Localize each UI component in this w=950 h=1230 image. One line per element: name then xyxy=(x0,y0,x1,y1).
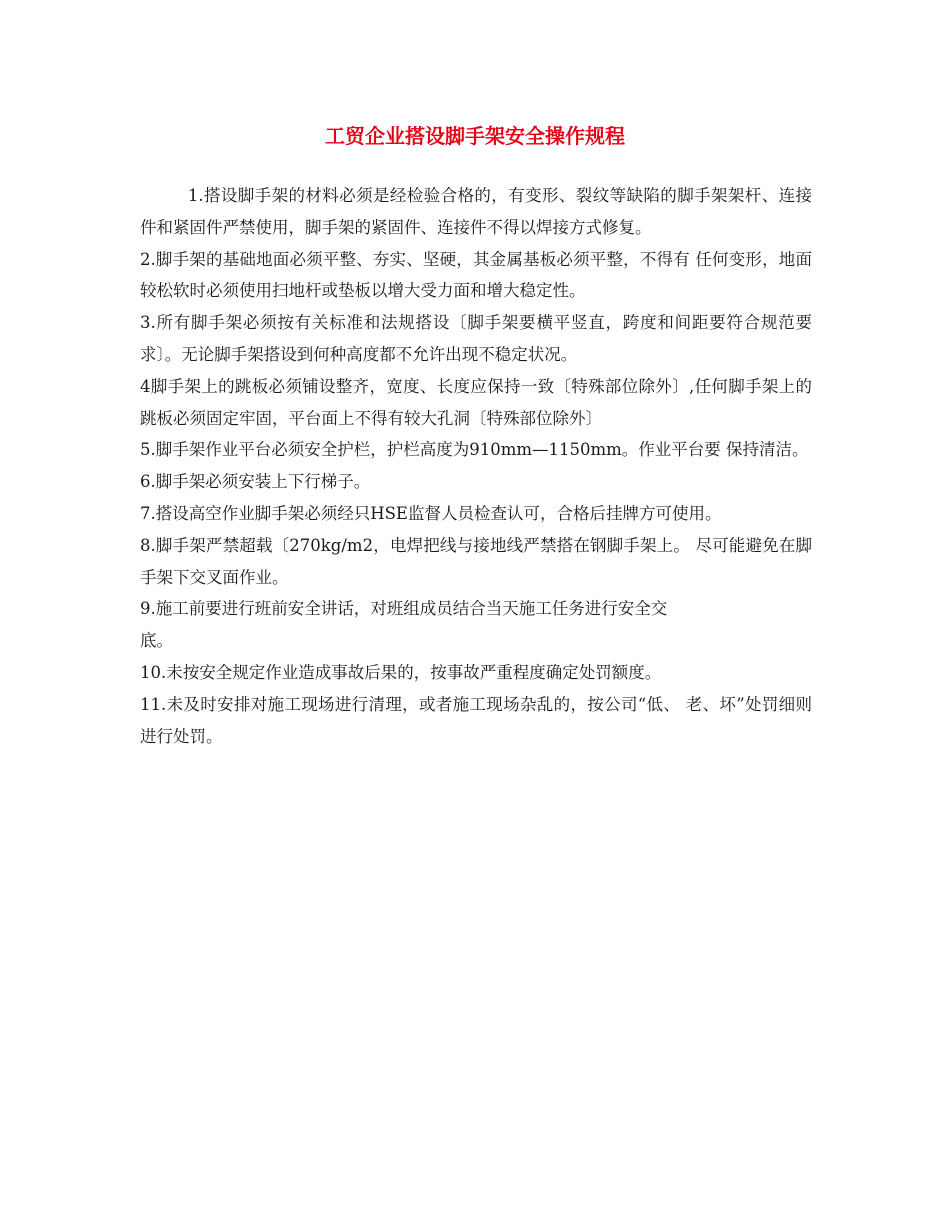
document-body xyxy=(140,180,812,752)
document-title: 工贸企业搭设脚手架安全操作规程 xyxy=(325,124,625,148)
paragraph-11: 11.未及时安排对施工现场进行清理，或者施工现场杂乱的，按公司“低、 老、坏”处罚细则进行处罚。 xyxy=(140,694,812,746)
paragraph-10: 10.未按安全规定作业造成事故后果的，按事故严重程度确定处罚额度。 xyxy=(140,662,662,682)
paragraph-3: 3.所有脚手架必须按有关标准和法规搭设〔脚手架要横平竖直，跨度和间距要符合规范要求〕。无论脚手架搭设到何种高度都不允许出现不稳定状况。 xyxy=(140,313,812,364)
paragraph-6: 6.脚手架必须安装上下行梯子。 xyxy=(140,472,371,492)
paragraph-4: 4脚手架上的跳板必须铺设整齐，宽度、长度应保持一致〔特殊部位除外〕,任何脚手架上的跳板必须固定牢固，平台面上不得有较大孔洞〔特殊部位除外〕 xyxy=(140,376,812,428)
paragraph-8: 8.脚手架严禁超载〔270kg/m2，电焊把线与接地线严禁搭在钢脚手架上。 尽可能避免在脚手架下交叉面作业。 xyxy=(140,535,812,587)
paragraph-7: 7.搭设高空作业脚手架必须经只HSE监督人员检查认可，合格后挂牌方可使用。 xyxy=(140,503,722,523)
paragraph-2: 2.脚手架的基础地面必须平整、夯实、坚硬，其金属基板必须平整，不得有 任何变形，地面较松软时必须使用扫地杆或垫板以增大受力面和增大稳定性。 xyxy=(140,249,812,301)
paragraph-1: 1.搭设脚手架的材料必须是经检验合格的，有变形、裂纹等缺陷的脚手架架杆、连接件和紧固件严禁使用，脚手架的紧固件、连接件不得以焊接方式修复。 xyxy=(140,186,812,237)
paragraph-9: 9.施工前要进行班前安全讲话，对班组成员结合当天施工任务进行安全交 xyxy=(140,599,668,619)
paragraph-5: 5.脚手架作业平台必须安全护栏，护栏高度为910mm—1150mm。作业平台要 保持清洁。 xyxy=(140,440,809,460)
paragraph-9-continuation: 底。 xyxy=(140,631,173,651)
